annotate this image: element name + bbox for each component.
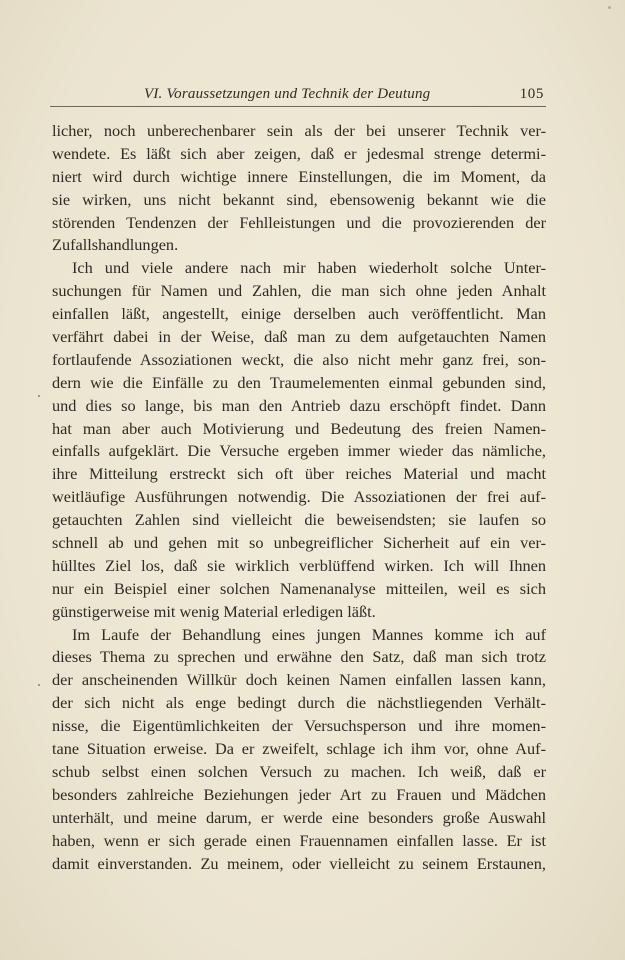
text-line: sie wirken, uns nicht bekannt sind, ebensowenig bekannt wie die bbox=[52, 189, 546, 209]
text-line: haben, wenn er sich gerade einen Frauennamen einfallen lasse. Er ist bbox=[52, 830, 546, 850]
text-line: ihre Mitteilung erstreckt sich oft über reiches Material und macht bbox=[52, 464, 546, 484]
text-line: störenden Tendenzen der Fehlleistungen und die provozierenden der bbox=[52, 212, 546, 232]
margin-speck bbox=[38, 395, 40, 397]
header-rule bbox=[50, 106, 546, 107]
text-line: licher, noch unberechenbarer sein als der bei unserer Technik ver- bbox=[52, 121, 546, 140]
text-line: schub selbst einen solchen Versuch zu machen. Ich weiß, daß er bbox=[52, 761, 546, 781]
text-line: hat man aber auch Motivierung und Bedeutung des freien Namen- bbox=[52, 418, 546, 438]
running-header bbox=[56, 86, 544, 108]
text-line: hülltes Ziel los, daß sie wirklich verblüffend wirken. Ich will Ihnen bbox=[52, 555, 546, 575]
text-line: damit einverstanden. Zu meinem, oder vielleicht zu seinem Erstaunen, bbox=[52, 853, 546, 873]
text-line: besonders zahlreiche Beziehungen jeder Art zu Frauen und Mädchen bbox=[52, 784, 546, 804]
text-line: nur ein Beispiel einer solchen Namenanalyse mitteilen, weil es sich bbox=[52, 578, 546, 598]
text-line: unterhält, und meine darum, er werde eine besonders große Auswahl bbox=[52, 807, 546, 827]
text-line: tane Situation erweise. Da er zweifelt, schlage ich ihm vor, ohne Auf- bbox=[52, 739, 546, 759]
text-line: der sich nicht als enge bedingt durch die nächstliegenden Verhält- bbox=[52, 693, 546, 713]
text-line: weitläufige Ausführungen notwendig. Die Assoziationen der frei auf- bbox=[52, 487, 546, 507]
text-line: einfalls aufgeklärt. Die Versuche ergeben immer wieder das nämliche, bbox=[52, 441, 546, 461]
paragraph bbox=[52, 120, 546, 257]
page-speck bbox=[608, 6, 611, 9]
running-header-title: VI. Voraussetzungen und Technik der Deutung bbox=[144, 86, 431, 102]
text-line: dieses Thema zu sprechen und erwähne den Satz, daß man sich trotz bbox=[52, 647, 546, 667]
text-line: wendete. Es läßt sich aber zeigen, daß er jedesmal strenge determi- bbox=[52, 143, 546, 163]
text-line: suchungen für Namen und Zahlen, die man sich ohne jeden Anhalt bbox=[52, 281, 546, 301]
body-text bbox=[52, 120, 546, 875]
text-line: günstigerweise mit wenig Material erledigen läßt. bbox=[52, 601, 376, 621]
text-line: fortlaufende Assoziationen weckt, die also nicht mehr ganz frei, son- bbox=[52, 349, 546, 369]
text-line: getauchten Zahlen sind vielleicht die beweisendsten; sie laufen so bbox=[52, 510, 546, 530]
text-line: verfährt dabei in der Weise, daß man zu dem aufgetauchten Namen bbox=[52, 327, 546, 347]
text-line: niert wird durch wichtige innere Einstellungen, die im Moment, da bbox=[52, 166, 546, 186]
text-line: und dies so lange, bis man den Antrieb dazu erschöpft findet. Dann bbox=[52, 395, 546, 415]
text-line: Ich und viele andere nach mir haben wiederholt solche Unter- bbox=[72, 258, 546, 278]
text-line: Zufallshandlungen. bbox=[52, 235, 179, 255]
text-line: einfallen läßt, angestellt, einige derselben auch veröffentlicht. Man bbox=[52, 304, 546, 324]
text-line: nisse, die Eigentümlichkeiten der Versuchsperson und ihre momen- bbox=[52, 716, 546, 736]
text-line: Im Laufe der Behandlung eines jungen Mannes komme ich auf bbox=[72, 624, 546, 644]
margin-speck bbox=[38, 684, 40, 686]
text-line: schnell ab und gehen mit so unbegreiflicher Sicherheit auf ein ver- bbox=[52, 533, 546, 553]
page-number: 105 bbox=[519, 86, 544, 102]
text-line: der anscheinenden Willkür doch keinen Namen einfallen lassen kann, bbox=[52, 670, 546, 690]
paragraph bbox=[52, 257, 546, 623]
paragraph bbox=[52, 624, 546, 876]
text-line: dern wie die Einfälle zu den Traumelementen einmal gebunden sind, bbox=[52, 372, 546, 392]
